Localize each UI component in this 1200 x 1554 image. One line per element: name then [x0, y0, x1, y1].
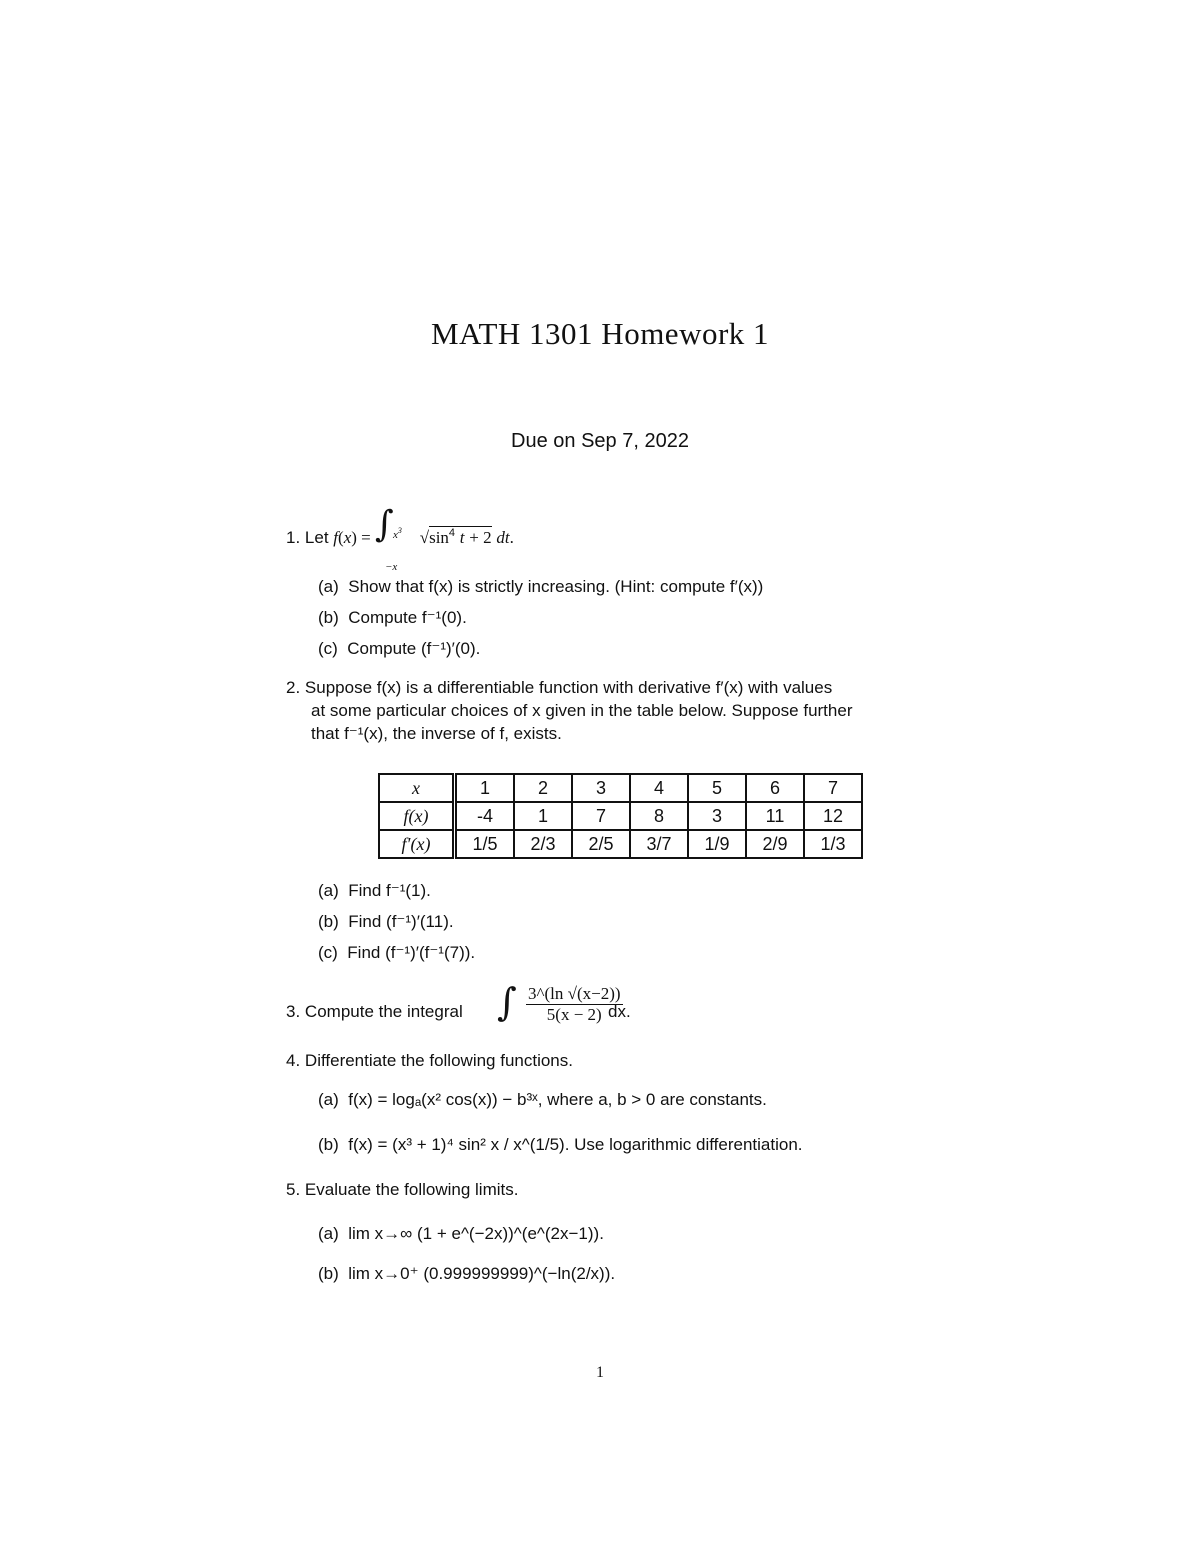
table-cell: 6 [746, 774, 804, 802]
table-cell: 4 [630, 774, 688, 802]
table-cell: 1/3 [804, 830, 862, 858]
problem-number: 1. [286, 528, 301, 547]
problem-1-part-c-text: Compute (f⁻¹)′(0). [347, 639, 481, 658]
table-cell: 3/7 [630, 830, 688, 858]
problem-1-part-b: (b) Compute f⁻¹(0). [318, 608, 467, 627]
table-cell: -4 [455, 802, 515, 830]
table-cell: 2/5 [572, 830, 630, 858]
problem-5 [286, 1180, 518, 1200]
table-cell: 2/9 [746, 830, 804, 858]
table-cell: 1 [455, 774, 515, 802]
problem-3-tail: dx. [608, 1002, 631, 1021]
problem-2-part-b-text: Find (f⁻¹)′(11). [348, 912, 454, 931]
problem-4 [286, 1051, 573, 1071]
table-cell: 2 [514, 774, 572, 802]
table-cell: 7 [572, 802, 630, 830]
problem-5-part-b-text: lim x→0⁺ (0.999999999)^(−ln(2/x)). [348, 1264, 616, 1283]
problem-1-part-a: (a) Show that f(x) is strictly increasing. (Hint: compute f′(x)) [318, 577, 764, 596]
table-row-header: x [379, 774, 455, 802]
table-cell: 2/3 [514, 830, 572, 858]
problem-1-lead: Let [304, 528, 329, 547]
problem-number: 4. [286, 1051, 301, 1070]
problem-3-lead: Compute the integral [304, 1002, 463, 1021]
problem-2-line-3: that f⁻¹(x), the inverse of f, exists. [311, 724, 562, 743]
problem-2-part-a: (a) Find f⁻¹(1). [318, 881, 431, 900]
table-row [379, 830, 862, 858]
table-cell: 5 [688, 774, 746, 802]
table-cell: 11 [746, 802, 804, 830]
problem-3 [286, 1002, 463, 1022]
problem-5-part-b: (b) lim x→0⁺ (0.999999999)^(−ln(2/x)). [318, 1264, 616, 1283]
values-table [378, 773, 863, 859]
problem-number: 2. [286, 678, 301, 697]
table-row [379, 774, 862, 802]
table-row-header: f′(x) [379, 830, 455, 858]
table-cell: 1/5 [455, 830, 515, 858]
problem-5-part-a: (a) lim x→∞ (1 + e^(−2x))^(e^(2x−1)). [318, 1224, 604, 1243]
problem-number: 3. [286, 1002, 301, 1021]
problem-4-part-b: (b) f(x) = (x³ + 1)⁴ sin² x / x^(1/5). Use logarithmic differentiation. [318, 1135, 803, 1154]
integral-sign: ∫ [497, 980, 517, 1024]
table-cell: 1/9 [688, 830, 746, 858]
problem-1: 1. Let f(x) = ∫ $x^3$ −x $√\sin^4$ t + 2 dt. [286, 504, 514, 573]
table-row [379, 802, 862, 830]
problem-2 [286, 678, 832, 698]
problem-4-part-b-text: f(x) = (x³ + 1)⁴ sin² x / x^(1/5). Use logarithmic differentiation. [348, 1135, 803, 1154]
table-cell: 8 [630, 802, 688, 830]
problem-1-part-b-text: Compute f⁻¹(0). [348, 608, 467, 627]
problem-2-part-a-text: Find f⁻¹(1). [348, 881, 431, 900]
problem-5-lead: Evaluate the following limits. [304, 1180, 519, 1199]
problem-4-lead: Differentiate the following functions. [304, 1051, 573, 1070]
problem-2-part-b: (b) Find (f⁻¹)′(11). [318, 912, 454, 931]
problem-5-part-a-text: lim x→∞ (1 + e^(−2x))^(e^(2x−1)). [348, 1224, 604, 1243]
table-cell: 3 [572, 774, 630, 802]
problem-1-part-a-text: Show that f(x) is strictly increasing. (Hint: compute f′(x)) [348, 577, 764, 596]
problem-4-part-a: (a) f(x) = logₐ(x² cos(x)) − b³ˣ, where a, b > 0 are constants. [318, 1090, 767, 1109]
problem-number: 5. [286, 1180, 301, 1199]
table-row-header: f(x) [379, 802, 455, 830]
problem-2-part-c: (c) Find (f⁻¹)′(f⁻¹(7)). [318, 943, 476, 962]
table-cell: 3 [688, 802, 746, 830]
document-title: MATH 1301 Homework 1 [430, 316, 770, 351]
problem-2-line-1: Suppose f(x) is a differentiable function with derivative f′(x) with values [304, 678, 833, 697]
problem-1-part-c: (c) Compute (f⁻¹)′(0). [318, 639, 481, 658]
problem-2-line-2: at some particular choices of x given in the table below. Suppose further [311, 701, 853, 720]
table-cell: 7 [804, 774, 862, 802]
page-number: 1 [596, 1364, 604, 1381]
table-cell: 1 [514, 802, 572, 830]
problem-4-part-a-text: f(x) = logₐ(x² cos(x)) − b³ˣ, where a, b > 0 are constants. [348, 1090, 767, 1109]
table-cell: 12 [804, 802, 862, 830]
due-date: Due on Sep 7, 2022 [511, 430, 689, 452]
problem-3-numerator: 3^(ln √(x−2)) [528, 984, 621, 1003]
problem-2-part-c-text: Find (f⁻¹)′(f⁻¹(7)). [347, 943, 476, 962]
problem-3-denominator: 5(x − 2) [546, 1005, 602, 1024]
